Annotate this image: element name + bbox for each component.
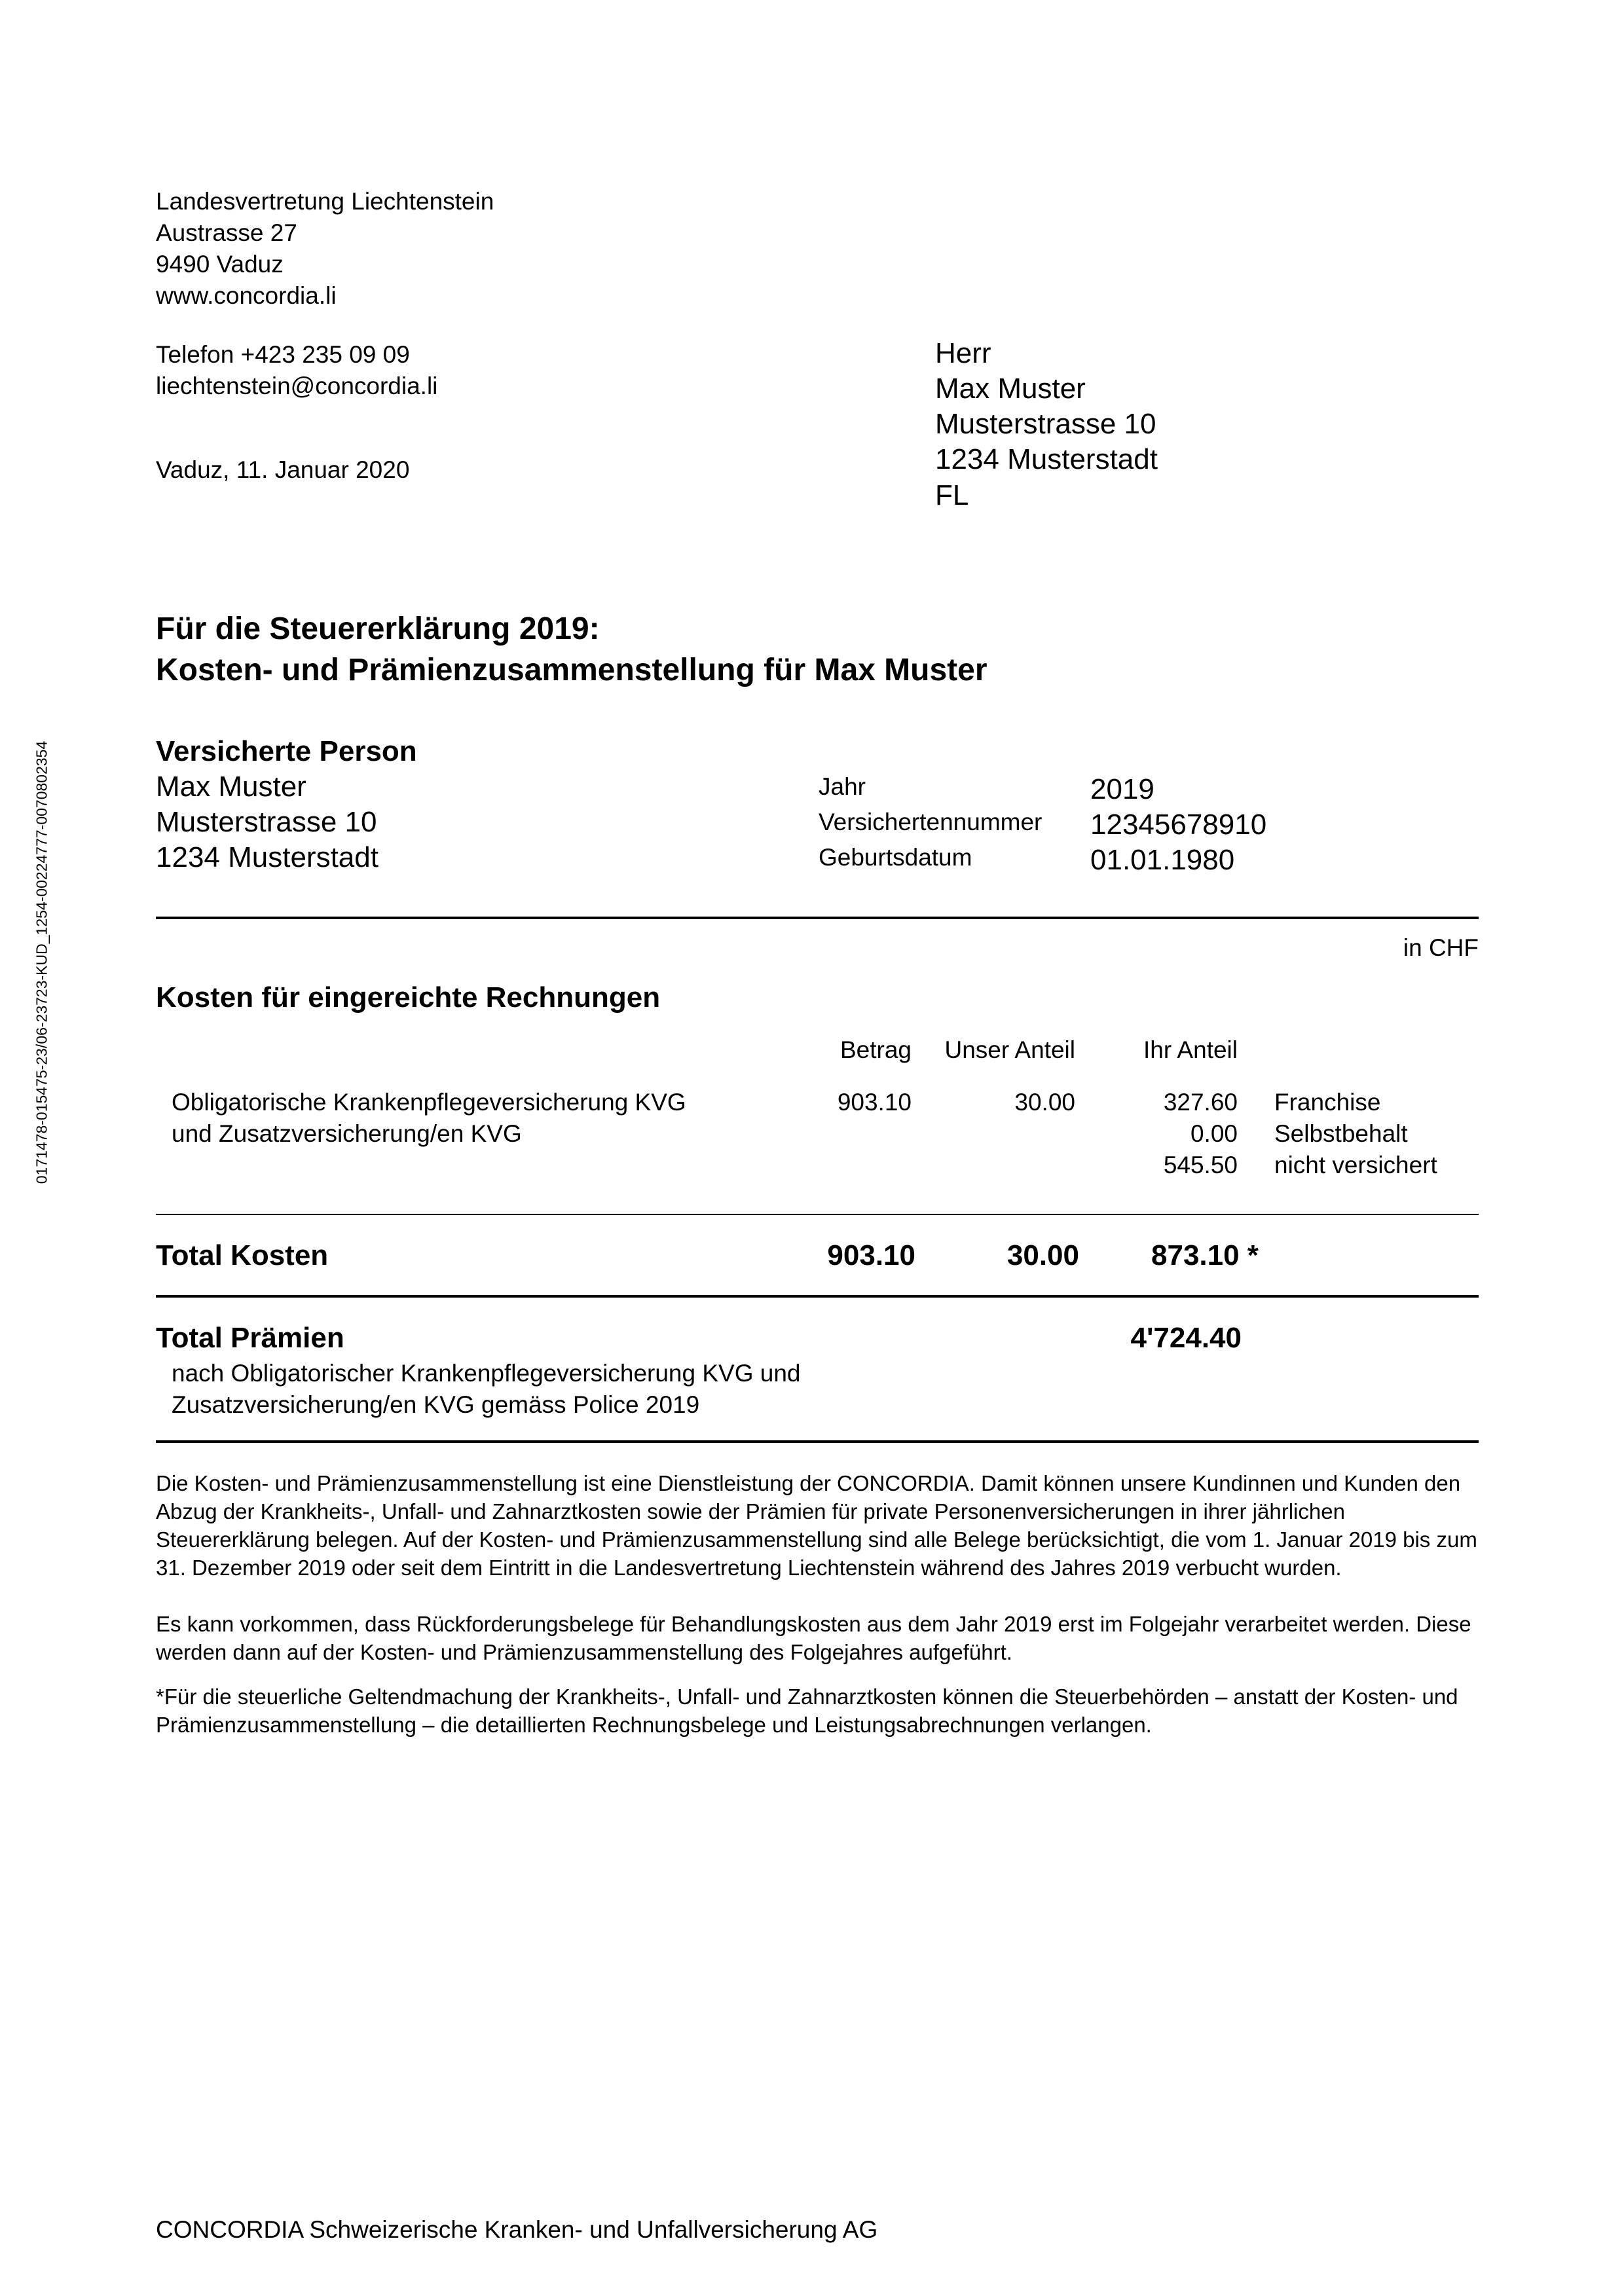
franchise-label: Franchise (1274, 1089, 1381, 1116)
sender-email-link[interactable]: liechtenstein@concordia.li (156, 373, 438, 399)
column-header-your-share: Ihr Anteil (1143, 1036, 1238, 1063)
column-header-amount: Betrag (840, 1036, 912, 1063)
insured-name: Max Muster (156, 771, 306, 803)
sender-street: Austrasse 27 (156, 219, 297, 246)
total-costs-our-share: 30.00 (1006, 1239, 1079, 1271)
row-amount: 903.10 (837, 1089, 912, 1116)
recipient-country: FL (935, 479, 969, 511)
recipient-salutation: Herr (935, 337, 991, 369)
recipient-street: Musterstrasse 10 (935, 408, 1156, 440)
not-insured-label: nicht versichert (1274, 1152, 1437, 1178)
insured-city: 1234 Musterstadt (156, 841, 378, 873)
row-description-line1: Obligatorische Krankenpflegeversicherung KVG (172, 1089, 686, 1116)
sender-office: Landesvertretung Liechtenstein (156, 188, 494, 215)
footnote: *Für die steuerliche Geltendmachung der Krankheits-, Unfall- und Zahnarztkosten können die Steuerbehörden – anstatt der Kosten- und Prämienzusammenstellung – die detaillierten Rechnungsbelege und Leistungsabrechnungen verlangen. (156, 1685, 1458, 1737)
currency-note: in CHF (1403, 934, 1479, 961)
divider (156, 1440, 1479, 1443)
sender-phone: Telefon +423 235 09 09 (156, 341, 410, 368)
deductible-value: 0.00 (1190, 1120, 1238, 1147)
company-footer: CONCORDIA Schweizerische Kranken- und Unfallversicherung AG (156, 2216, 878, 2243)
not-insured-value: 545.50 (1163, 1152, 1238, 1178)
year-value: 2019 (1090, 773, 1154, 805)
insured-heading: Versicherte Person (156, 735, 417, 767)
birth-date-value: 01.01.1980 (1090, 844, 1235, 876)
sender-website-link[interactable]: www.concordia.li (156, 282, 337, 309)
recipient-city: 1234 Musterstadt (935, 443, 1158, 475)
row-our-share: 30.00 (1014, 1089, 1075, 1116)
document-subtitle: Kosten- und Prämienzusammenstellung für Max Muster (156, 653, 987, 687)
divider (156, 1214, 1479, 1215)
side-reference-number: 0171478-015475-23/06-23723-KUD_1254-00224777-0070802354 (33, 740, 50, 1184)
total-costs-amount: 903.10 (827, 1239, 915, 1271)
birth-date-label: Geburtsdatum (819, 844, 972, 871)
divider (156, 1295, 1479, 1298)
total-premiums-note-line2: Zusatzversicherung/en KVG gemäss Police 2019 (172, 1391, 700, 1418)
year-label: Jahr (819, 773, 866, 800)
franchise-value: 327.60 (1163, 1089, 1238, 1116)
insured-street: Musterstrasse 10 (156, 806, 377, 838)
total-premiums-value: 4'724.40 (1130, 1322, 1242, 1354)
row-description-line2: und Zusatzversicherung/en KVG (172, 1120, 522, 1147)
costs-heading: Kosten für eingereichte Rechnungen (156, 981, 661, 1013)
recipient-name: Max Muster (935, 373, 1086, 405)
total-costs-your-share: 873.10 * (1151, 1239, 1259, 1271)
document-title: Für die Steuererklärung 2019: (156, 611, 600, 646)
sender-city: 9490 Vaduz (156, 251, 284, 278)
insurance-number-label: Versichertennummer (819, 809, 1043, 835)
info-paragraph-followup: Es kann vorkommen, dass Rückforderungsbelege für Behandlungskosten aus dem Jahr 2019 erst im Folgejahr verarbeitet werden. Diese werden dann auf der Kosten- und Prämienzusammenstellung des Folgejahres aufgeführt. (156, 1612, 1471, 1664)
place-date: Vaduz, 11. Januar 2020 (156, 456, 410, 483)
total-premiums-note-line1: nach Obligatorischer Krankenpflegeversicherung KVG und (172, 1360, 801, 1387)
deductible-label: Selbstbehalt (1274, 1120, 1408, 1147)
total-costs-label: Total Kosten (156, 1239, 329, 1271)
total-premiums-label: Total Prämien (156, 1322, 344, 1354)
divider (156, 917, 1479, 919)
info-paragraph: Die Kosten- und Prämienzusammenstellung ist eine Dienstleistung der CONCORDIA. Damit können unsere Kundinnen und Kunden den Abzug der Krankheits-, Unfall- und Zahnarztkosten sowie der Prämien für private Personenversicherungen in ihrer jährlichen Steuererklärung belegen. Auf der Kosten- und Prämienzusammenstellung sind alle Belege berücksichtigt, die vom 1. Januar 2019 bis zum 31. Dezember 2019 oder seit dem Eintritt in die Landesvertretung Liechtenstein während des Jahres 2019 verbucht wurden. (156, 1471, 1477, 1580)
column-header-our-share: Unser Anteil (944, 1036, 1075, 1063)
insurance-number-value: 12345678910 (1090, 809, 1267, 841)
